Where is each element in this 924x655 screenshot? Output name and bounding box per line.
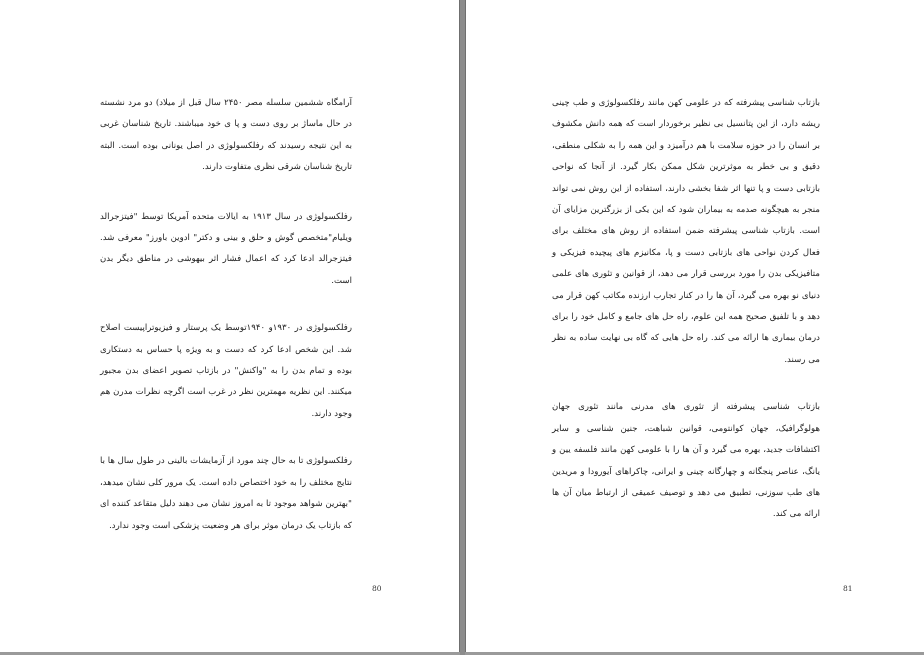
left-page-text <box>100 93 352 563</box>
right-page-text <box>552 93 820 552</box>
paragraph: رفلکسولوژی در سال ۱۹۱۳ به ایالات متحده آمریکا توسط "فیتزجرالد ویلیام"متخصص گوش و حلق و بینی و دکتر" ادوین باورز" معرفی شد. فیتزجرالد ادعا کرد که اعمال فشار اثر بیهوشی در مناطق دیگر بدن است. <box>100 211 352 286</box>
paragraph: رفلکسولوژی تا به حال چند مورد از آزمایشات بالینی در طول سال ها با نتایج مختلف را به خود اختصاص داده است. یک مرور کلی نشان میدهد، "بهترین شواهد موجود تا به امروز نشان می دهند دلیل متقاعد کننده ای که بازتاب یک درمان موثر برای هر وضعیت پزشکی است وجود ندارد. <box>100 456 352 531</box>
page-number: 80 <box>372 584 382 593</box>
page-number: 81 <box>843 584 853 593</box>
paragraph: بازتاب شناسی پیشرفته از تئوری های مدرنی مانند تئوری جهان هولوگرافیک، جهان کوانتومی، قوانین شباهت، جنین شناسی و سایر اکتشافات جدید، بهره می گیرد و آن ها را با علومی کهن مانند فلسفه یین و یانگ، عناصر پنجگانه و چهارگانه چینی و ایرانی، چاکراهای آیورودا و مریدین های طب سوزنی، تطبیق می دهد و توصیف عمیقی از ارتباط میان آن ها ارائه می کند. <box>552 402 820 520</box>
paragraph: رفلکسولوژی در ۱۹۳۰و ۱۹۴۰توسط یک پرستار و فیزیوتراپیست اصلاح شد. این شخص ادعا کرد که دست و به ویژه پا حساس به دستکاری بوده و تمام بدن را به "واکنش" در بازتاب تصویر اعضای بدن مجبور میکنند. این نظریه مهمترین نظر در غرب است اگرچه نظرات مدرن هم وجود دارند. <box>100 323 352 419</box>
right-page <box>465 0 924 652</box>
paragraph: بازتاب شناسی پیشرفته که در علومی کهن مانند رفلکسولوژی و طب چینی ریشه دارد، از این پتانسیل بی نظیر برخوردار است که همه دانش مکشوف بر انسان را در حوزه سلامت با هم درآمیزد و این همه را به شکلی منطقی، دقیق و بی خطر به موثرترین شکل ممکن بکار گیرد. از آنجا که نواحی بازتابی دست و پا تنها اثر شفا بخشی دارند، استفاده از این روش نمی تواند منجر به هیچگونه صدمه به بیماران شود که این یکی از بزرگترین مزایای آن است. بازتاب شناسی پیشرفته ضمن استفاده از روش های مختلف برای فعال کردن نواحی های بازتابی دست و پا، مکانیزم های پیچیده فیزیکی و متافیزیکی بدن را مورد بررسی قرار می دهد، از قوانین و تئوری های علمی دنیای نو بهره می گیرد، آن ها را در کنار تجارب ارزنده مکاتب کهن قرار می دهد و با تلفیق صحیح همه این علوم، راه حل های جامع و کامل خود را برای درمان بیماری ها ارائه می کند. راه حل هایی که گاه بی نهایت ساده به نظر می رسند. <box>552 98 820 365</box>
paragraph: آرامگاه ششمین سلسله مصر ۲۴۵۰ سال قبل از میلاد) دو مرد نشسته در حال ماساژ بر روی دست و پا ی خود میباشند. تاریخ شناسان غربی به این نتیجه رسیدند که رفلکسولوژی در اصل یونانی بوده است. البته تاریخ شناسان شرقی نظری متفاوت دارند. <box>100 98 352 173</box>
left-page <box>0 0 460 652</box>
